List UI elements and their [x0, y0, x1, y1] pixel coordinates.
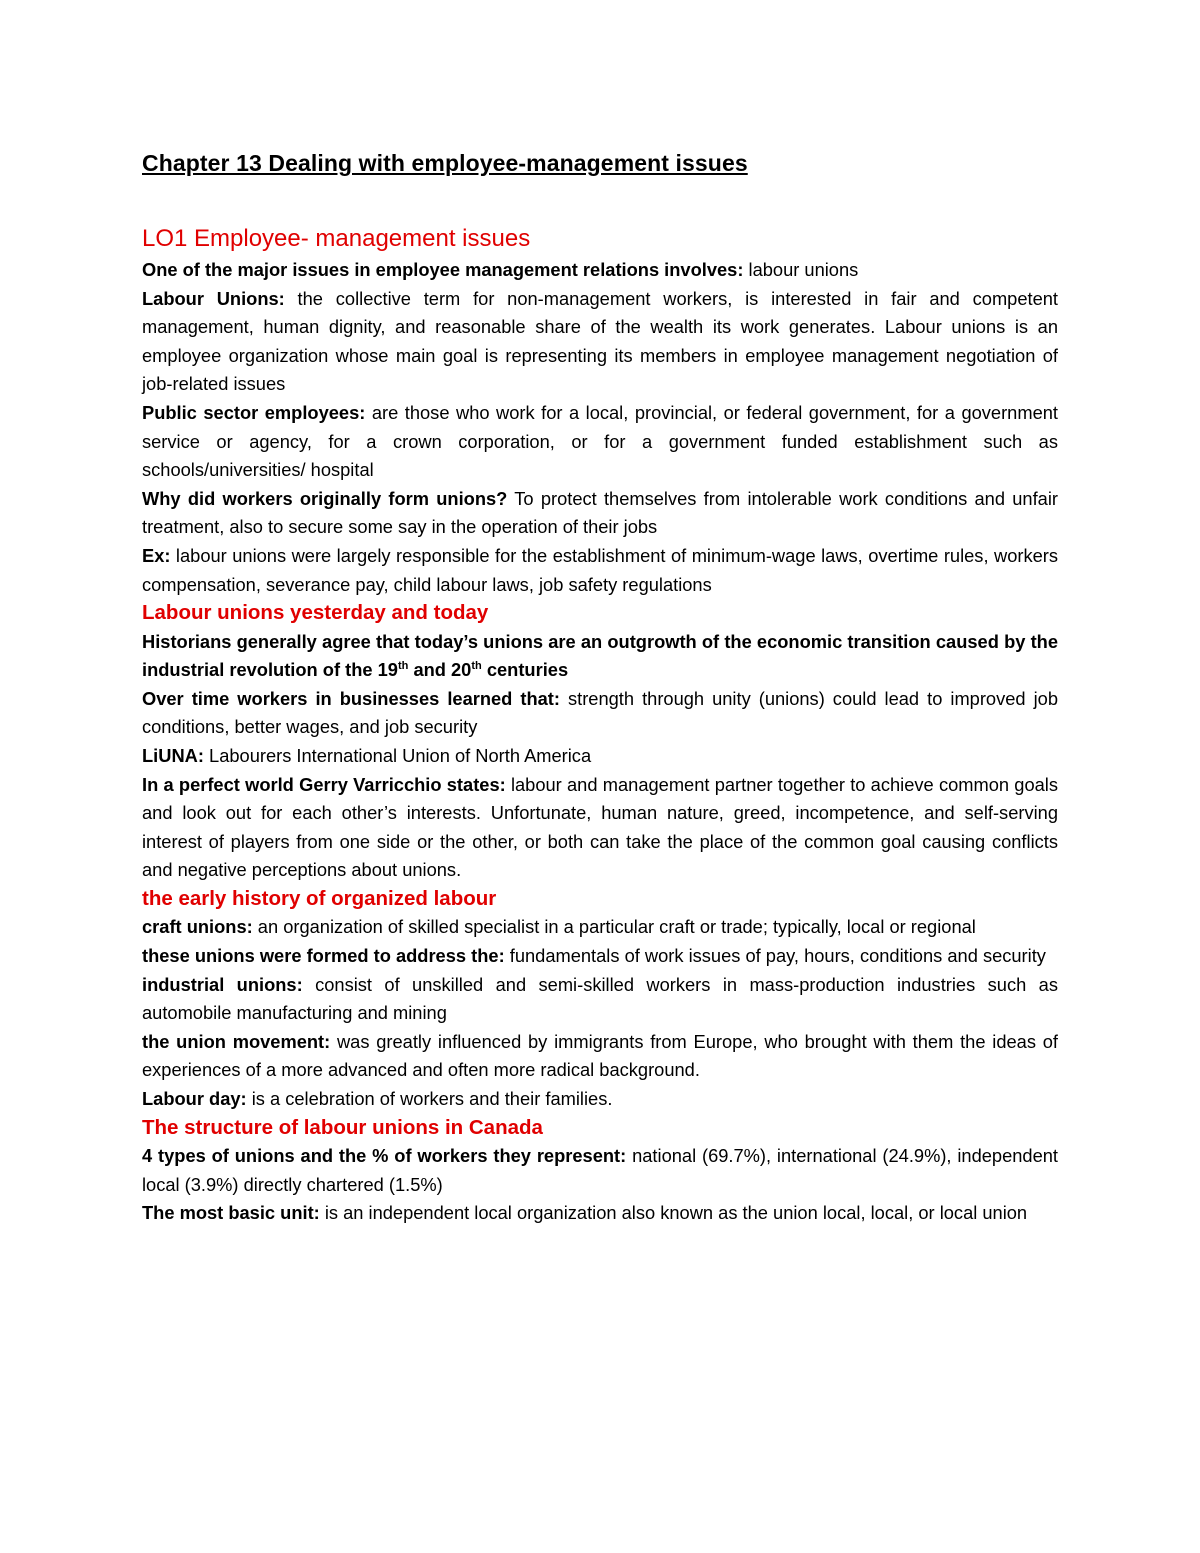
definition-text: labour unions — [743, 259, 859, 280]
term-label: Ex: — [142, 544, 171, 566]
term-label: Labour Unions: — [142, 287, 285, 309]
definition-text: are those who work for a local, provincial, or federal government, for a government service or agency, for a crown corporation, or for a government funded establishment such as schools/universities/ hospital — [142, 401, 1058, 481]
definition-text: Labourers International Union of North America — [203, 745, 592, 766]
definition-text: To protect themselves from intolerable work conditions and unfair treatment, also to secure some say in the operation of their jobs — [142, 487, 1058, 538]
definition-text: labour unions were largely responsible for the establishment of minimum-wage laws, overtime rules, workers compensation, severance pay, child labour laws, job safety regulations — [142, 544, 1058, 595]
definition-text: is an independent local organization also known as the union local, local, or local union — [319, 1202, 1028, 1224]
term-label: craft unions: — [142, 916, 253, 938]
term-label: In a perfect world Gerry Varricchio states: — [142, 773, 506, 795]
term-label: Over time workers in businesses learned that: — [142, 687, 560, 709]
section-heading-early-history: the early history of organized labour — [142, 886, 497, 910]
term-label: Why did workers originally form unions? — [142, 487, 508, 509]
historians-statement: Historians generally agree that today’s unions are an outgrowth of the economic transition caused by the industrial revolution of the 19th and 20th centuries — [142, 630, 1058, 681]
term-label: One of the major issues in employee management relations involves: — [142, 259, 744, 280]
paragraph-public-sector — [142, 399, 1058, 485]
paragraph-example — [142, 542, 1058, 599]
definition-text: the collective term for non-management workers, is interested in fair and competent management, human dignity, and reasonable share of the wealth its work generates. Labour unions is an employee organization whose main goal is representing its members in employee management negotiation of job-related issues — [142, 287, 1058, 395]
paragraph-four-types — [142, 1142, 1058, 1199]
paragraph-craft-unions — [142, 913, 1058, 942]
paragraph-liuna — [142, 742, 1058, 771]
term-label: these unions were formed to address the: — [142, 945, 505, 967]
term-label: the union movement: — [142, 1030, 331, 1052]
definition-text: strength through unity (unions) could lead to improved job conditions, better wages, and job security — [142, 687, 1058, 738]
paragraph-workers-learned — [142, 685, 1058, 742]
paragraph-major-issues — [142, 256, 1058, 285]
paragraph-industrial-unions — [142, 971, 1058, 1028]
definition-text: consist of unskilled and semi-skilled workers in mass-production industries such as automobile manufacturing and mining — [142, 973, 1058, 1024]
term-label: industrial unions: — [142, 973, 303, 995]
superscript-th: th — [471, 660, 482, 673]
paragraph-labour-day — [142, 1085, 1058, 1114]
superscript-th: th — [397, 660, 409, 673]
definition-text: labour and management partner together to achieve common goals and look out for each other’s interests. Unfortunate, human nature, greed, incompetence, and self-serving interest of players from one side or the other, or both can take the place of the common goal causing conflicts and negative perceptions about unions. — [142, 773, 1058, 881]
term-label: 4 types of unions and the % of workers they represent: — [142, 1145, 627, 1167]
definition-text: is a celebration of workers and their families. — [246, 1088, 613, 1110]
term-label: Public sector employees: — [142, 401, 366, 423]
paragraph-perfect-world — [142, 771, 1058, 885]
paragraph-unions-formed — [142, 942, 1058, 971]
section-heading-lo1: LO1 Employee- management issues — [142, 225, 531, 252]
chapter-title: Chapter 13 Dealing with employee-management issues — [142, 150, 748, 176]
section-heading-yesterday-today: Labour unions yesterday and today — [142, 601, 489, 625]
term-label: The most basic unit: — [142, 1202, 320, 1224]
section-heading-structure: The structure of labour unions in Canada — [142, 1115, 543, 1139]
paragraph-why-unions — [142, 485, 1058, 542]
term-label: Labour day: — [142, 1088, 247, 1110]
definition-text: was greatly influenced by immigrants from Europe, who brought with them the ideas of experiences of a more advanced and often more radical background. — [142, 1030, 1058, 1081]
document-page — [142, 146, 1058, 1228]
paragraph-labour-unions — [142, 285, 1058, 399]
paragraph-union-movement — [142, 1028, 1058, 1085]
definition-text: fundamentals of work issues of pay, hours, conditions and security — [504, 945, 1046, 967]
definition-text: national (69.7%), international (24.9%), independent local (3.9%) directly chartered (1.5%) — [142, 1145, 1058, 1195]
definition-text: an organization of skilled specialist in a particular craft or trade; typically, local or regional — [252, 916, 976, 938]
term-label: LiUNA: — [142, 745, 204, 766]
paragraph-historians — [142, 628, 1058, 685]
paragraph-basic-unit — [142, 1199, 1058, 1228]
